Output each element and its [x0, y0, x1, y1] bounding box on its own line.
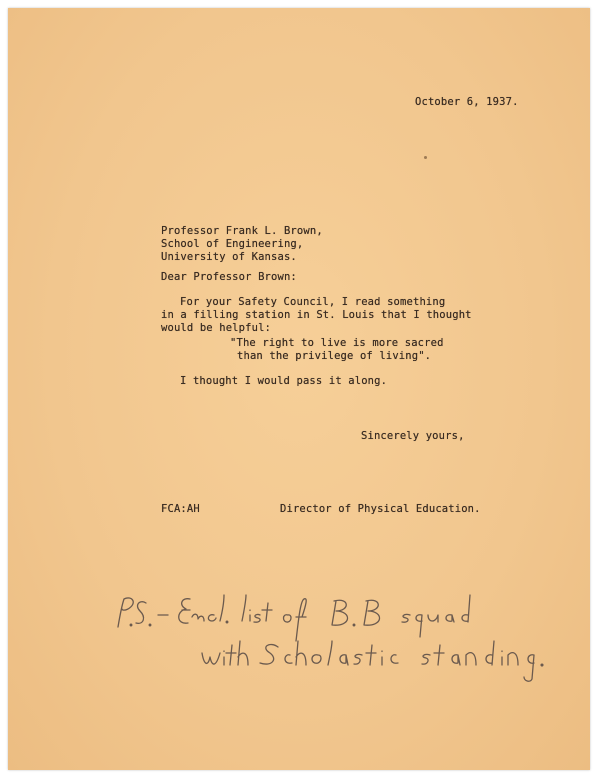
quote-line-1: "The right to live is more sacred [230, 337, 444, 349]
recipient-name: Professor Frank L. Brown, [161, 225, 323, 237]
body-line-3: would be helpful: [161, 322, 272, 334]
recipient-department: School of Engineering, [161, 238, 304, 250]
closing: Sincerely yours, [361, 430, 465, 442]
reference-initials: FCA:AH [161, 503, 200, 515]
body-line-1: For your Safety Council, I read something [180, 296, 446, 308]
signer-title: Director of Physical Education. [280, 503, 481, 515]
recipient-address [161, 225, 323, 264]
paper-blemish [424, 156, 427, 159]
letter-date: October 6, 1937. [415, 96, 519, 108]
body-after-quote: I thought I would pass it along. [180, 375, 388, 387]
handwritten-postscript [110, 585, 570, 685]
body-line-2: in a filling station in St. Louis that I thought [161, 309, 472, 321]
quote-line-2: than the privilege of living". [237, 350, 432, 362]
recipient-institution: University of Kansas. [161, 251, 297, 263]
salutation: Dear Professor Brown: [161, 271, 297, 283]
letter-body [161, 296, 472, 335]
quotation [230, 337, 444, 363]
